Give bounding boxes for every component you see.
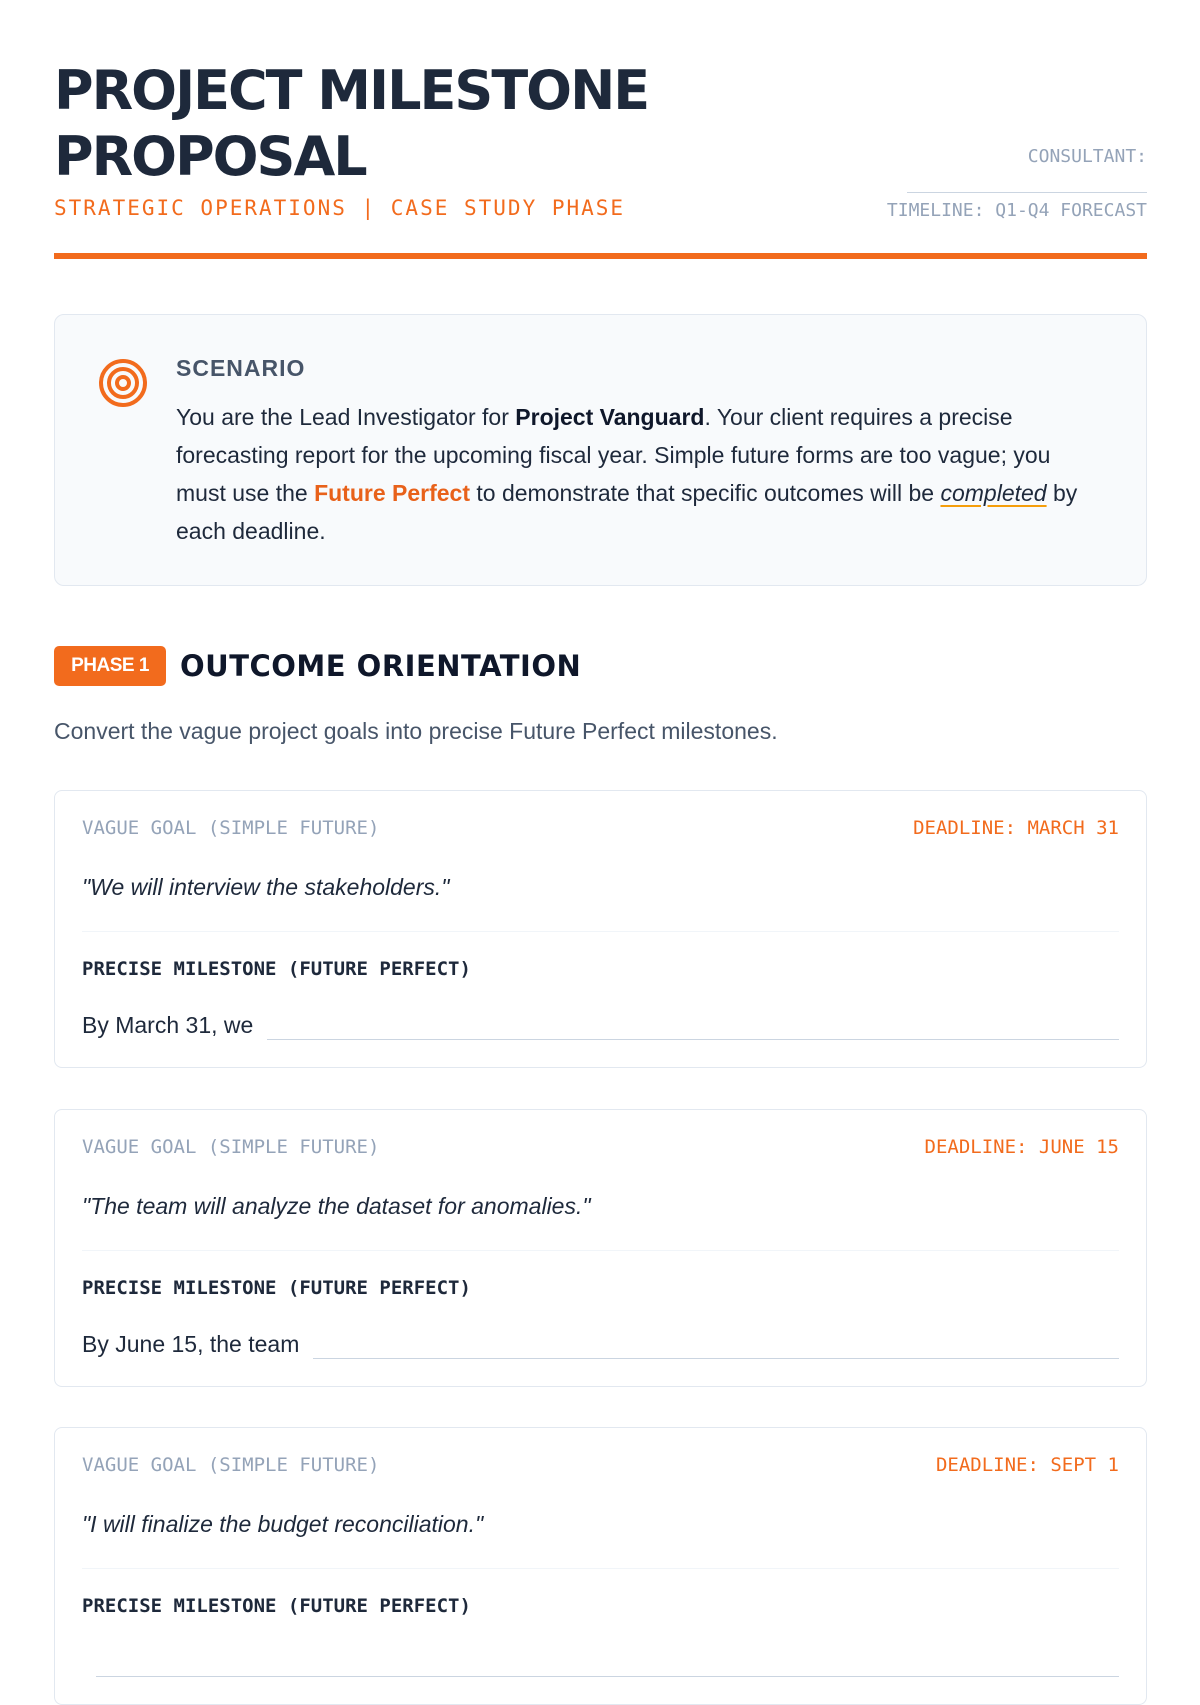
- title-line-2: PROPOSAL: [54, 125, 366, 188]
- answer-row: [82, 1644, 1119, 1677]
- vague-goal-quote: "I will finalize the budget reconciliation.": [82, 1511, 484, 1537]
- answer-prefix: By June 15, the team: [82, 1331, 300, 1357]
- answer-row: [82, 1007, 1119, 1040]
- scenario-text: [176, 398, 1096, 550]
- precise-milestone-label: PRECISE MILESTONE (FUTURE PERFECT): [82, 1595, 471, 1617]
- scenario-text-2: . Your client requires a precise forecasting report for the upcoming fiscal year. Simple future forms are too vague; you must use the: [176, 404, 1051, 506]
- deadline-label: DEADLINE: JUNE 15: [924, 1136, 1119, 1158]
- page-subtitle: STRATEGIC OPERATIONS | CASE STUDY PHASE: [54, 196, 626, 220]
- header-divider: [54, 253, 1147, 259]
- phase-badge: PHASE 1: [54, 646, 166, 686]
- scenario-text-4: by each deadline.: [176, 480, 1078, 544]
- milestone-card-1: [54, 790, 1147, 1068]
- phase-description: Convert the vague project goals into precise Future Perfect milestones.: [54, 718, 778, 744]
- vague-goal-label: VAGUE GOAL (SIMPLE FUTURE): [82, 1136, 380, 1158]
- scenario-heading: SCENARIO: [176, 355, 306, 381]
- vague-goal-quote: "The team will analyze the dataset for anomalies.": [82, 1193, 591, 1219]
- target-icon: [97, 357, 149, 409]
- page-title: [54, 58, 754, 190]
- vague-goal-quote: "We will interview the stakeholders.": [82, 874, 450, 900]
- tense-name: Future Perfect: [314, 480, 471, 506]
- card-divider: [82, 1250, 1119, 1251]
- precise-milestone-label: PRECISE MILESTONE (FUTURE PERFECT): [82, 958, 471, 980]
- phase-title: OUTCOME ORIENTATION: [180, 649, 582, 683]
- emphasis-word: completed: [940, 480, 1047, 506]
- timeline-label: TIMELINE: Q1-Q4 FORECAST: [886, 200, 1147, 221]
- header: [54, 58, 1147, 221]
- vague-goal-label: VAGUE GOAL (SIMPLE FUTURE): [82, 1454, 380, 1476]
- milestone-card-2: [54, 1109, 1147, 1387]
- deadline-label: DEADLINE: SEPT 1: [935, 1454, 1119, 1476]
- card-divider: [82, 1568, 1119, 1569]
- milestone-answer-input[interactable]: [313, 1326, 1119, 1359]
- consultant-label: CONSULTANT:: [1027, 146, 1147, 167]
- scenario-box: [54, 314, 1147, 586]
- consultant-name-line[interactable]: [907, 192, 1147, 193]
- deadline-label: DEADLINE: MARCH 31: [913, 817, 1119, 839]
- scenario-text-1: You are the Lead Investigator for: [176, 404, 516, 430]
- milestone-answer-input[interactable]: [96, 1644, 1119, 1677]
- precise-milestone-label: PRECISE MILESTONE (FUTURE PERFECT): [82, 1277, 471, 1299]
- scenario-text-3: to demonstrate that specific outcomes will be: [470, 480, 941, 506]
- answer-row: [82, 1326, 1119, 1359]
- milestone-answer-input[interactable]: [267, 1007, 1119, 1040]
- vague-goal-label: VAGUE GOAL (SIMPLE FUTURE): [82, 817, 380, 839]
- answer-prefix: By March 31, we: [82, 1012, 254, 1038]
- project-name: Project Vanguard: [515, 404, 705, 430]
- milestone-card-3: [54, 1427, 1147, 1705]
- title-line-1: PROJECT MILESTONE: [54, 59, 649, 122]
- card-divider: [82, 931, 1119, 932]
